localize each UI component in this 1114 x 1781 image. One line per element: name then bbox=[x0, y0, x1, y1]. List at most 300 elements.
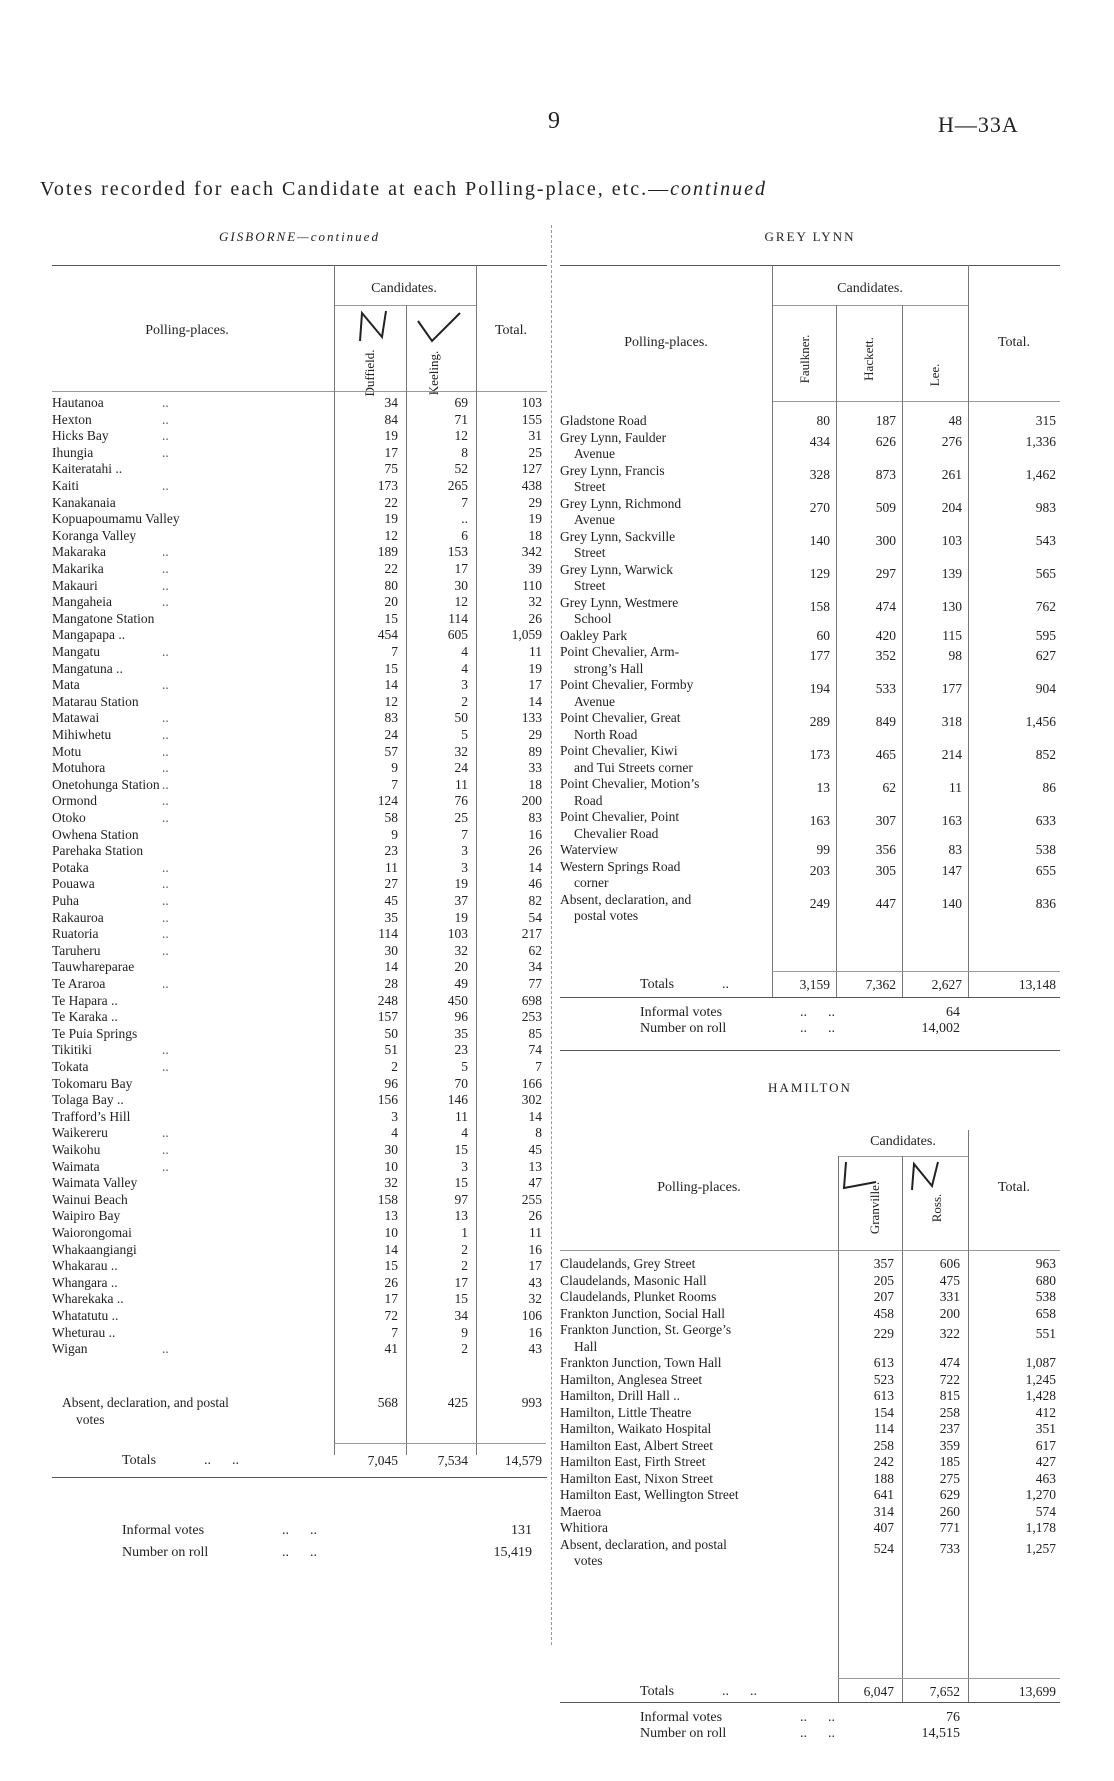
polling-place-name: Te Hapara .. bbox=[52, 992, 118, 1008]
polling-place-name: Grey Lynn, Westmere bbox=[560, 594, 679, 610]
dot-leader: .. bbox=[162, 876, 169, 892]
absent-label-line2: votes bbox=[76, 1411, 105, 1427]
dot-leader: .. bbox=[162, 395, 169, 410]
grey-lynn-totals-lee: 2,627 bbox=[931, 977, 962, 992]
duffield-votes: 45 bbox=[384, 893, 398, 908]
keeling-votes: 450 bbox=[447, 992, 468, 1008]
duffield-votes: 35 bbox=[384, 909, 398, 925]
row-total: 32 bbox=[528, 1291, 542, 1307]
table-row bbox=[52, 694, 547, 711]
table-row bbox=[52, 495, 547, 512]
keeling-votes: 11 bbox=[455, 776, 468, 792]
row-total: 39 bbox=[528, 561, 542, 576]
duffield-votes: 17 bbox=[384, 1291, 398, 1307]
polling-place-name: Point Chevalier, Point bbox=[560, 809, 680, 824]
duffield-votes: 7 bbox=[391, 776, 398, 792]
table-row bbox=[52, 1042, 547, 1059]
polling-place-name: Wharekaka .. bbox=[52, 1291, 124, 1307]
table-row bbox=[52, 544, 547, 561]
row-total: 25 bbox=[528, 444, 542, 460]
polling-place-name: Waiorongomai bbox=[52, 1225, 132, 1240]
polling-place-name: Pouawa bbox=[52, 876, 95, 892]
polling-place-name: Matarau Station bbox=[52, 693, 139, 709]
polling-place-name: Rakauroa bbox=[52, 909, 104, 925]
hamilton-number-on-roll bbox=[640, 1726, 960, 1742]
table-row bbox=[52, 1076, 547, 1093]
polling-place-name: Parehaka Station bbox=[52, 843, 144, 859]
granville-votes: 114 bbox=[874, 1421, 894, 1436]
row-total: 698 bbox=[521, 992, 542, 1008]
duffield-votes: 96 bbox=[384, 1075, 398, 1091]
granville-votes: 242 bbox=[873, 1454, 894, 1469]
row-total: 538 bbox=[1035, 1289, 1056, 1304]
lee-votes: 103 bbox=[941, 532, 962, 548]
gisborne-candidate-keeling: Keeling. bbox=[426, 350, 441, 396]
lee-votes: 204 bbox=[941, 499, 962, 515]
duffield-votes: 30 bbox=[384, 942, 398, 958]
row-total: 16 bbox=[528, 1324, 542, 1340]
keeling-votes: 76 bbox=[454, 793, 468, 809]
polling-place-name: Puha bbox=[52, 893, 79, 908]
table-row bbox=[52, 910, 547, 927]
table-row bbox=[52, 1258, 547, 1275]
hackett-votes: 447 bbox=[875, 895, 896, 911]
row-total: 762 bbox=[1035, 598, 1056, 614]
keeling-votes: 15 bbox=[454, 1142, 468, 1157]
dot-leader: .. .. bbox=[800, 1021, 835, 1036]
dot-leader: .. bbox=[162, 976, 169, 991]
dot-leader: .. bbox=[162, 644, 169, 659]
grey-lynn-title: GREY LYNN bbox=[764, 229, 856, 244]
keeling-votes: 32 bbox=[454, 942, 468, 958]
gisborne-candidate-duffield: Duffield. bbox=[362, 349, 377, 397]
polling-place-name: Kaiteratahi .. bbox=[52, 461, 123, 477]
grey-lynn-candidate-lee: Lee. bbox=[927, 363, 942, 387]
lee-votes: 177 bbox=[941, 681, 962, 696]
granville-votes: 523 bbox=[873, 1371, 894, 1387]
number-on-roll-value: 15,419 bbox=[493, 1545, 532, 1560]
keeling-votes: 25 bbox=[454, 810, 468, 825]
duffield-votes: 15 bbox=[384, 610, 398, 626]
duffield-votes: 24 bbox=[384, 727, 398, 742]
number-on-roll-value: 14,002 bbox=[921, 1021, 960, 1036]
table-row bbox=[52, 561, 547, 578]
hamilton-candidate-granville: Granville. bbox=[867, 1181, 882, 1235]
row-total: 463 bbox=[1035, 1470, 1056, 1486]
polling-place-name: Waimata bbox=[52, 1158, 100, 1174]
keeling-votes: 49 bbox=[454, 976, 468, 991]
keeling-votes: 70 bbox=[454, 1075, 468, 1091]
keeling-votes: 30 bbox=[454, 577, 468, 593]
duffield-votes: 454 bbox=[377, 627, 398, 643]
polling-place-name: Point Chevalier, Formby bbox=[560, 677, 694, 692]
row-total: 47 bbox=[528, 1175, 542, 1191]
table-row bbox=[560, 496, 770, 529]
duffield-votes: 20 bbox=[384, 594, 398, 610]
polling-place-name: Te Puia Springs bbox=[52, 1025, 138, 1041]
keeling-votes: 37 bbox=[454, 893, 468, 908]
polling-place-name-cont: Street bbox=[574, 479, 606, 494]
hackett-votes: 187 bbox=[875, 413, 896, 428]
polling-place-name: Claudelands, Grey Street bbox=[560, 1256, 696, 1271]
keeling-votes: 17 bbox=[454, 561, 468, 576]
polling-place-name: Tauwhareparae bbox=[52, 959, 135, 975]
keeling-votes: 15 bbox=[454, 1175, 468, 1191]
faulkner-votes: 163 bbox=[809, 813, 830, 828]
dot-leader: .. bbox=[722, 977, 730, 992]
table-row bbox=[52, 412, 547, 429]
polling-place-name: Whatatutu .. bbox=[52, 1308, 119, 1323]
keeling-votes: 3 bbox=[461, 843, 468, 859]
duffield-votes: 124 bbox=[377, 793, 398, 809]
dot-leader: .. bbox=[162, 444, 169, 460]
duffield-votes: 28 bbox=[384, 976, 398, 991]
keeling-votes: 9 bbox=[461, 1324, 468, 1340]
faulkner-votes: 328 bbox=[809, 466, 830, 482]
hackett-votes: 873 bbox=[875, 466, 896, 482]
granville-votes: 458 bbox=[873, 1305, 894, 1321]
polling-place-name: Hamilton, Drill Hall .. bbox=[560, 1388, 680, 1403]
polling-place-name: Point Chevalier, Arm- bbox=[560, 644, 680, 659]
keeling-votes: 50 bbox=[454, 710, 468, 726]
ross-votes: 275 bbox=[939, 1470, 960, 1486]
duffield-votes: 4 bbox=[391, 1125, 398, 1141]
polling-place-name: Mangapapa .. bbox=[52, 627, 126, 643]
row-total: 255 bbox=[521, 1191, 542, 1207]
dot-leader: .. bbox=[162, 561, 169, 576]
keeling-votes: 12 bbox=[454, 594, 468, 610]
polling-place-name: Wigan bbox=[52, 1341, 88, 1357]
faulkner-votes: 434 bbox=[809, 433, 830, 449]
table-row bbox=[560, 710, 770, 743]
row-total: 1,270 bbox=[1025, 1487, 1056, 1502]
polling-place-name: Hamilton East, Wellington Street bbox=[560, 1487, 739, 1502]
dot-leader: .. bbox=[162, 727, 169, 742]
totals-label: Totals bbox=[122, 1453, 157, 1468]
granville-votes: 188 bbox=[873, 1470, 894, 1486]
hamilton-totals-label bbox=[640, 1684, 757, 1700]
table-row bbox=[560, 463, 770, 496]
row-total: 14 bbox=[528, 1108, 542, 1124]
polling-place-name: Mangaheia bbox=[52, 594, 112, 610]
grey-lynn-totals-total: 13,148 bbox=[1018, 977, 1056, 992]
keeling-votes: 5 bbox=[461, 1059, 468, 1074]
table-row bbox=[52, 445, 547, 462]
dot-leader: .. bbox=[162, 1341, 169, 1357]
polling-place-name: Absent, declaration, and bbox=[560, 891, 692, 907]
page-title-main: Votes recorded for each Candidate at each Polling-place, etc.— bbox=[40, 178, 671, 200]
dot-leader: .. bbox=[162, 926, 169, 942]
ross-votes: 629 bbox=[939, 1487, 960, 1502]
row-total: 46 bbox=[528, 876, 542, 892]
dot-leader: .. bbox=[162, 1059, 169, 1074]
keeling-votes: 4 bbox=[461, 660, 468, 676]
row-total: 43 bbox=[528, 1274, 542, 1290]
duffield-votes: 84 bbox=[384, 411, 398, 427]
duffield-votes: 26 bbox=[384, 1274, 398, 1290]
keeling-votes: 3 bbox=[461, 1158, 468, 1174]
grey-lynn-rows bbox=[560, 413, 1060, 973]
table-row bbox=[560, 628, 770, 645]
row-total: 62 bbox=[528, 942, 542, 958]
table-row bbox=[52, 876, 547, 893]
keeling-votes: 52 bbox=[454, 461, 468, 477]
row-total: 595 bbox=[1035, 627, 1056, 643]
row-total: 29 bbox=[528, 727, 542, 742]
polling-place-name: Ihungia bbox=[52, 444, 94, 460]
keeling-votes: 6 bbox=[461, 527, 468, 543]
polling-place-name: Gladstone Road bbox=[560, 413, 647, 428]
faulkner-votes: 203 bbox=[809, 862, 830, 878]
grey-lynn-informal-votes bbox=[640, 1005, 960, 1021]
row-total: 110 bbox=[522, 577, 542, 593]
number-on-roll-value: 14,515 bbox=[921, 1726, 960, 1741]
row-total: 18 bbox=[528, 527, 542, 543]
dot-leader: .. .. bbox=[722, 1684, 758, 1699]
polling-place-name: Wainui Beach bbox=[52, 1191, 128, 1207]
row-total: 963 bbox=[1035, 1256, 1056, 1271]
faulkner-votes: 173 bbox=[809, 747, 830, 762]
number-on-roll-label: Number on roll bbox=[122, 1545, 209, 1560]
duffield-votes: 10 bbox=[384, 1158, 398, 1174]
gisborne-totals-keeling: 7,534 bbox=[437, 1453, 468, 1468]
duffield-votes: 50 bbox=[384, 1025, 398, 1041]
row-total: 11 bbox=[529, 1225, 542, 1240]
polling-place-name: Oakley Park bbox=[560, 627, 628, 643]
duffield-votes: 2 bbox=[391, 1059, 398, 1074]
table-row bbox=[52, 478, 547, 495]
table-row bbox=[52, 1059, 547, 1076]
ross-votes: 722 bbox=[939, 1371, 960, 1387]
table-row bbox=[560, 1256, 836, 1273]
table-row bbox=[52, 1026, 547, 1043]
dot-leader: .. bbox=[162, 1125, 169, 1141]
table-row bbox=[560, 1306, 836, 1323]
polling-place-name: Makauri bbox=[52, 577, 98, 593]
polling-place-name-cont: corner bbox=[574, 875, 609, 890]
table-row bbox=[560, 413, 770, 430]
duffield-votes: 14 bbox=[384, 1241, 398, 1257]
gisborne-table bbox=[52, 225, 547, 1565]
ross-votes: 258 bbox=[939, 1404, 960, 1420]
table-row bbox=[52, 1125, 547, 1142]
polling-place-name: Hicks Bay bbox=[52, 428, 109, 444]
table-row bbox=[52, 993, 547, 1010]
row-total: 342 bbox=[521, 544, 542, 560]
duffield-votes: 189 bbox=[377, 544, 398, 560]
table-row bbox=[560, 892, 770, 925]
dot-leader: .. .. bbox=[282, 1523, 317, 1538]
polling-place-name: Otoko bbox=[52, 810, 86, 825]
handwritten-tick-mark bbox=[414, 309, 464, 345]
gisborne-informal-votes bbox=[122, 1523, 532, 1539]
hamilton-totals-granville: 6,047 bbox=[863, 1684, 894, 1699]
table-row bbox=[52, 627, 547, 644]
ross-votes: 237 bbox=[939, 1421, 960, 1436]
keeling-votes: 96 bbox=[454, 1009, 468, 1025]
keeling-votes: 2 bbox=[461, 1241, 468, 1257]
row-total: 106 bbox=[521, 1308, 542, 1323]
faulkner-votes: 129 bbox=[809, 565, 830, 581]
polling-place-name: Matawai bbox=[52, 710, 100, 726]
duffield-votes: 12 bbox=[384, 527, 398, 543]
row-total: 34 bbox=[528, 959, 542, 975]
dot-leader: .. bbox=[162, 710, 169, 726]
hackett-votes: 305 bbox=[875, 862, 896, 878]
polling-place-name: Mihiwhetu bbox=[52, 727, 112, 742]
table-row bbox=[52, 1325, 547, 1342]
polling-place-name: Mangatu bbox=[52, 644, 100, 659]
duffield-votes: 158 bbox=[377, 1191, 398, 1207]
dot-leader: .. bbox=[162, 760, 169, 776]
duffield-votes: 11 bbox=[385, 859, 398, 875]
gisborne-absent-label bbox=[62, 1395, 332, 1428]
table-row bbox=[560, 842, 770, 859]
row-total: 103 bbox=[521, 395, 542, 410]
ross-votes: 359 bbox=[939, 1437, 960, 1453]
table-row bbox=[52, 926, 547, 943]
lee-votes: 214 bbox=[941, 747, 962, 762]
dot-leader: .. bbox=[162, 544, 169, 560]
informal-votes-value: 64 bbox=[946, 1005, 960, 1020]
row-total: 86 bbox=[1042, 780, 1056, 795]
row-total: 617 bbox=[1035, 1437, 1056, 1453]
polling-place-name: Point Chevalier, Great bbox=[560, 710, 681, 725]
polling-place-name: Point Chevalier, Kiwi bbox=[560, 743, 678, 758]
duffield-votes: 9 bbox=[391, 760, 398, 776]
keeling-votes: 13 bbox=[454, 1208, 468, 1224]
polling-place-name: Potaka bbox=[52, 859, 89, 875]
table-row bbox=[52, 976, 547, 993]
duffield-votes: 15 bbox=[384, 660, 398, 676]
duffield-votes: 15 bbox=[384, 1258, 398, 1274]
handwritten-n-mark bbox=[352, 307, 392, 347]
row-total: 77 bbox=[528, 976, 542, 991]
granville-votes: 407 bbox=[873, 1520, 894, 1535]
duffield-votes: 14 bbox=[384, 959, 398, 975]
faulkner-votes: 158 bbox=[809, 598, 830, 614]
row-total: 658 bbox=[1035, 1305, 1056, 1321]
table-row bbox=[560, 1388, 836, 1405]
duffield-votes: 7 bbox=[391, 644, 398, 659]
table-row bbox=[52, 843, 547, 860]
keeling-votes: 19 bbox=[454, 909, 468, 925]
keeling-votes: .. bbox=[461, 511, 468, 527]
table-row bbox=[52, 727, 547, 744]
table-row bbox=[52, 578, 547, 595]
row-total: 14 bbox=[528, 693, 542, 709]
keeling-votes: 2 bbox=[461, 1258, 468, 1274]
dot-leader: .. bbox=[162, 1158, 169, 1174]
table-row bbox=[52, 461, 547, 478]
row-total: 45 bbox=[528, 1142, 542, 1157]
keeling-votes: 71 bbox=[454, 411, 468, 427]
number-on-roll-label: Number on roll bbox=[640, 1021, 727, 1036]
duffield-votes: 80 bbox=[384, 577, 398, 593]
gisborne-totals-duffield: 7,045 bbox=[367, 1453, 398, 1468]
totals-label: Totals bbox=[640, 1684, 675, 1699]
hamilton-candidate-ross: Ross. bbox=[929, 1193, 944, 1223]
keeling-votes: 4 bbox=[461, 644, 468, 659]
hackett-votes: 356 bbox=[875, 842, 896, 857]
lee-votes: 115 bbox=[942, 627, 962, 643]
polling-place-name: Motu bbox=[52, 743, 82, 759]
row-total: 351 bbox=[1035, 1421, 1056, 1436]
polling-place-name: Waimata Valley bbox=[52, 1175, 138, 1191]
granville-votes: 258 bbox=[873, 1437, 894, 1453]
polling-place-name-cont: Street bbox=[574, 545, 606, 560]
dot-leader: .. bbox=[162, 743, 169, 759]
faulkner-votes: 270 bbox=[809, 499, 830, 515]
row-total: 74 bbox=[528, 1042, 542, 1058]
lee-votes: 83 bbox=[948, 842, 962, 857]
granville-votes: 229 bbox=[873, 1326, 894, 1341]
keeling-votes: 146 bbox=[447, 1092, 468, 1108]
row-total: 54 bbox=[528, 909, 542, 925]
polling-place-name: Western Springs Road bbox=[560, 858, 681, 874]
row-total: 26 bbox=[528, 843, 542, 859]
dot-leader: .. bbox=[162, 428, 169, 444]
polling-place-name: Waipiro Bay bbox=[52, 1208, 121, 1224]
table-row bbox=[560, 677, 770, 710]
lee-votes: 147 bbox=[941, 862, 962, 878]
polling-place-name: Ruatoria bbox=[52, 926, 99, 942]
table-row bbox=[52, 1159, 547, 1176]
polling-place-name: Hautanoa bbox=[52, 395, 104, 410]
grey-lynn-table bbox=[560, 225, 1060, 1036]
duffield-votes: 27 bbox=[384, 876, 398, 892]
dot-leader: .. bbox=[162, 942, 169, 958]
duffield-votes: 23 bbox=[384, 843, 398, 859]
page-title bbox=[40, 178, 1080, 201]
grey-lynn-header-candidates: Candidates. bbox=[837, 281, 903, 296]
lee-votes: 318 bbox=[941, 714, 962, 729]
row-total: 166 bbox=[521, 1075, 542, 1091]
row-total: 1,087 bbox=[1025, 1355, 1056, 1370]
column-divider bbox=[551, 225, 552, 1645]
polling-place-name: Point Chevalier, Motion’s bbox=[560, 776, 700, 791]
polling-place-name-cont: Street bbox=[574, 578, 606, 593]
hamilton-totals-ross: 7,652 bbox=[929, 1684, 960, 1699]
polling-place-name: Waterview bbox=[560, 842, 619, 857]
faulkner-votes: 99 bbox=[816, 842, 830, 857]
lee-votes: 130 bbox=[941, 598, 962, 614]
ross-votes: 185 bbox=[939, 1454, 960, 1469]
ross-votes: 260 bbox=[939, 1503, 960, 1519]
granville-votes: 641 bbox=[873, 1487, 894, 1502]
polling-place-name-cont: votes bbox=[574, 1553, 603, 1568]
table-row bbox=[52, 810, 547, 827]
polling-place-name: Whakarau .. bbox=[52, 1258, 118, 1274]
row-total: 29 bbox=[528, 494, 542, 510]
keeling-votes: 1 bbox=[461, 1225, 468, 1240]
faulkner-votes: 289 bbox=[809, 714, 830, 729]
keeling-votes: 23 bbox=[454, 1042, 468, 1058]
keeling-votes: 24 bbox=[454, 760, 468, 776]
duffield-votes: 83 bbox=[384, 710, 398, 726]
gisborne-totals-total: 14,579 bbox=[504, 1453, 542, 1468]
keeling-votes: 103 bbox=[447, 926, 468, 942]
polling-place-name-cont: School bbox=[574, 611, 612, 626]
handwritten-l-mark bbox=[840, 1158, 880, 1194]
totals-label: Totals bbox=[640, 977, 675, 992]
row-total: 18 bbox=[528, 776, 542, 792]
dot-leader: .. .. bbox=[800, 1005, 835, 1020]
gisborne-absent-total: 993 bbox=[521, 1395, 542, 1410]
table-row bbox=[52, 1142, 547, 1159]
informal-votes-value: 131 bbox=[511, 1523, 532, 1538]
granville-votes: 613 bbox=[873, 1355, 894, 1370]
